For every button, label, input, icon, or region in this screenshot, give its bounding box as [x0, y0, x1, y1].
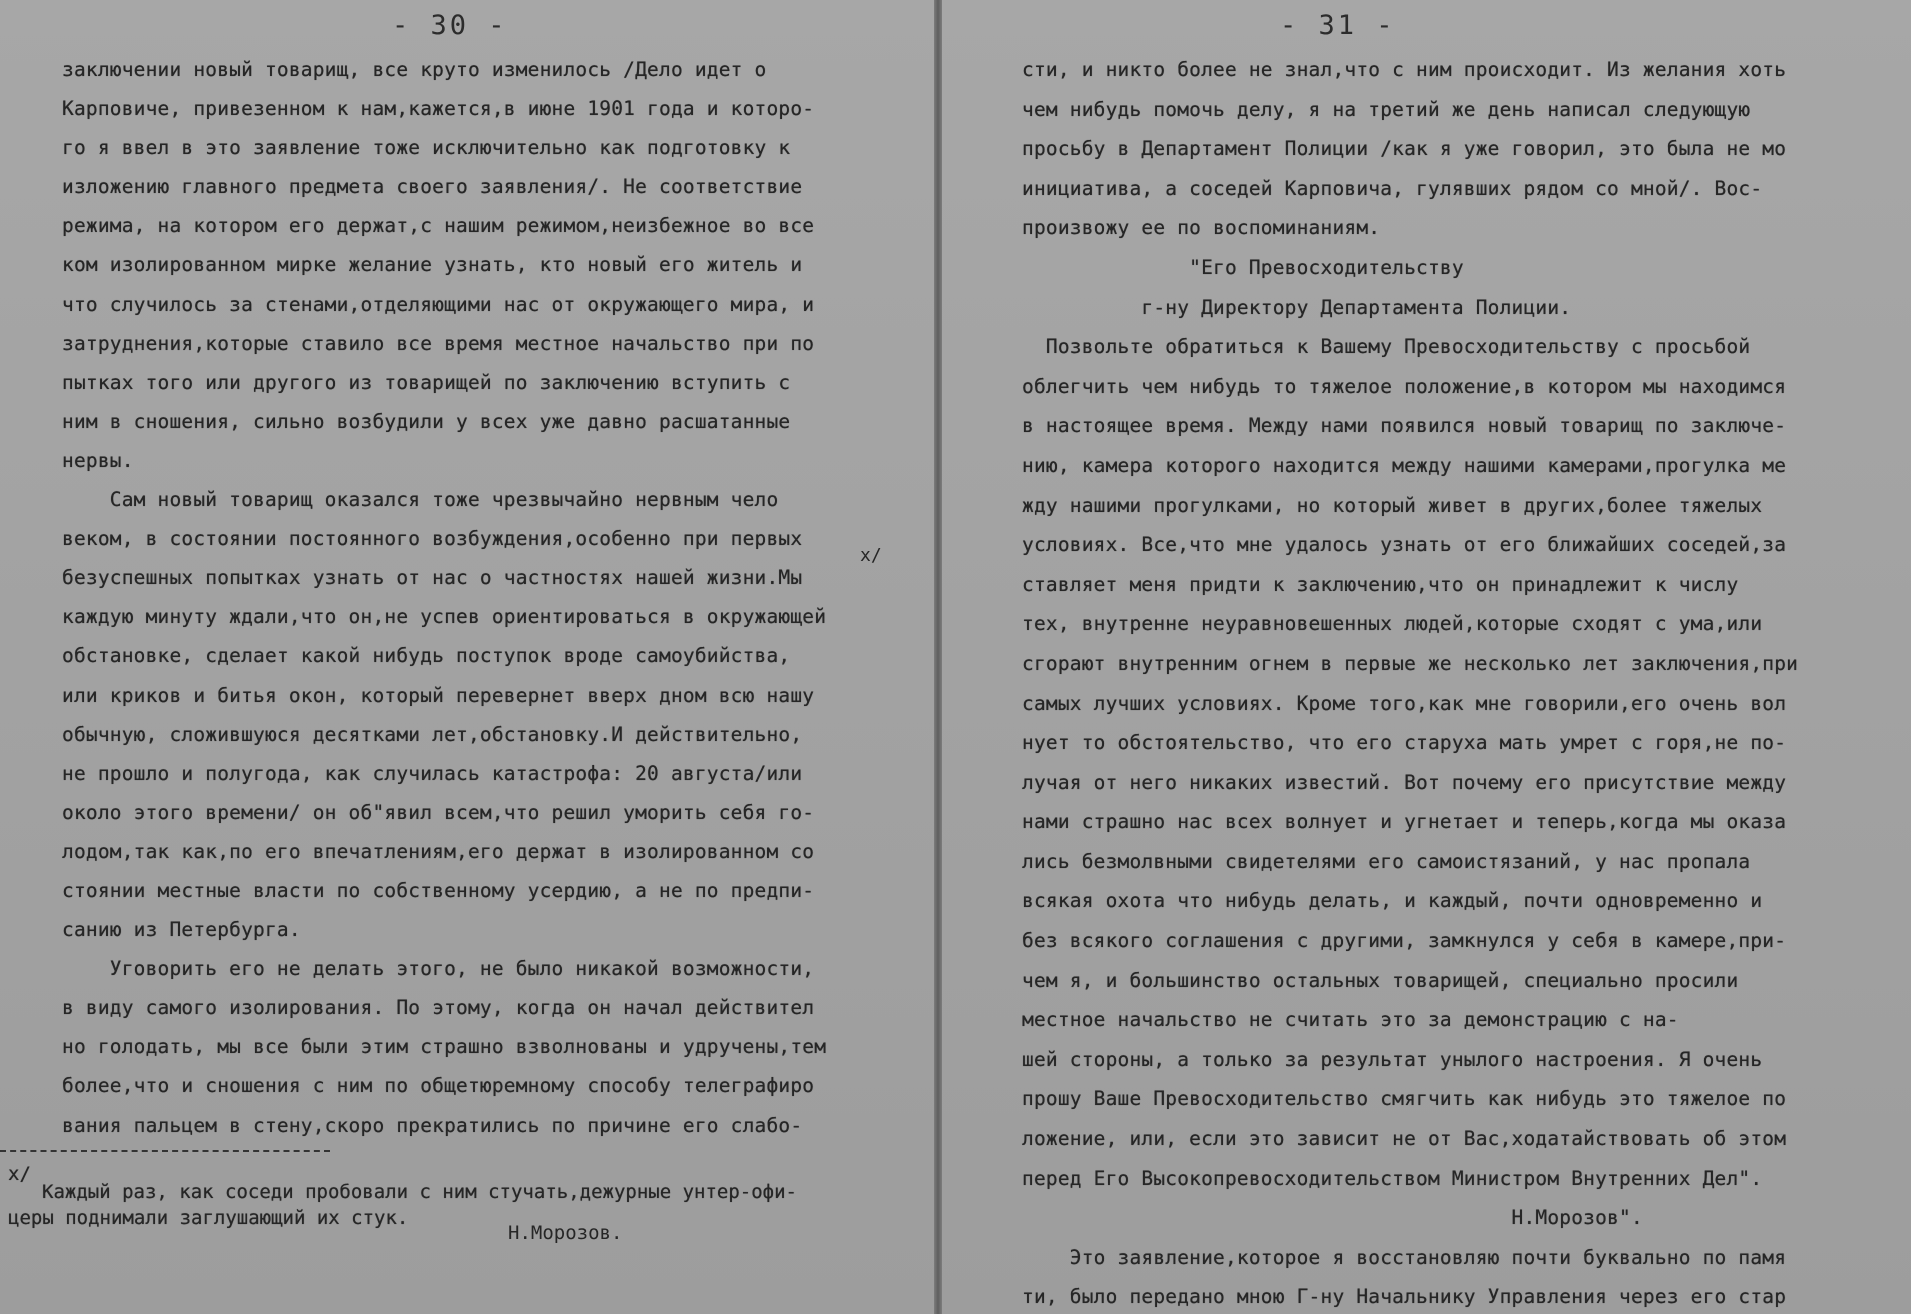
text-line: Сам новый товарищ оказался тоже чрезвычайно нервным чело: [62, 488, 779, 512]
footnote-divider: [0, 1150, 330, 1152]
page-number: - 30 -: [392, 10, 508, 41]
text-line: "Его Превосходительству: [1022, 255, 1464, 279]
body-text: [1022, 50, 1902, 1314]
text-line: условиях. Все,что мне удалось узнать от его ближайших соседей,за: [1022, 533, 1787, 557]
text-line: шей стороны, а только за результат унылого настроения. Я очень: [1022, 1047, 1763, 1071]
text-line: инициатива, а соседей Карповича, гулявших рядом со мной/. Вос-: [1022, 176, 1763, 200]
text-line: веком, в состоянии постоянного возбуждения,особенно при первых: [62, 527, 803, 551]
page-30: [0, 0, 934, 1314]
text-line: обычную, сложившуюся десятками лет,обстановку.И действительно,: [62, 722, 803, 746]
text-line: каждую минуту ждали,что он,не успев ориентироваться в окружающей: [62, 605, 827, 629]
text-line: перед Его Высокопревосходительством Министром Внутренних Дел".: [1022, 1166, 1763, 1190]
text-line: в настоящее время. Между нами появился новый товарищ по заключе-: [1022, 414, 1787, 438]
text-line: около этого времени/ он об"явил всем,что решил уморить себя го-: [62, 800, 815, 824]
footnote: [8, 1160, 908, 1244]
text-line: ком изолированном мирке желание узнать, кто новый его житель и: [62, 253, 803, 277]
text-line: Н.Морозов".: [1022, 1206, 1643, 1230]
text-line: г-ну Директору Департамента Полиции.: [1022, 295, 1572, 319]
text-line: ним в сношения, сильно возбудили у всех уже давно расшатанные: [62, 409, 791, 433]
text-line: санию из Петербурга.: [62, 918, 301, 942]
text-line: изложению главного предмета своего заявления/. Не соответствие: [62, 175, 803, 199]
footnote-mark: x/: [8, 1163, 31, 1185]
text-line: пытках того или другого из товарищей по заключению вступить с: [62, 370, 791, 394]
text-line: нами страшно нас всех волнует и угнетает и теперь,когда мы оказа: [1022, 810, 1787, 834]
text-line: местное начальство не считать это за демонстрацию с на-: [1022, 1008, 1679, 1032]
footnote-marker: x/: [860, 545, 882, 566]
text-line: что случилось за стенами,отделяющими нас от окружающего мира, и: [62, 292, 815, 316]
text-line: Позвольте обратиться к Вашему Превосходительству с просьбой: [1022, 335, 1751, 359]
text-line: сти, и никто более не знал,что с ним происходит. Из желания хоть: [1022, 58, 1787, 81]
text-line: самых лучших условиях. Кроме того,как мне говорили,его очень вол: [1022, 691, 1787, 715]
text-line: Уговорить его не делать этого, не было никакой возможности,: [62, 957, 815, 981]
page-number: - 31 -: [1280, 10, 1396, 41]
text-line: тех, внутренне неуравновешенных людей,которые сходят с ума,или: [1022, 612, 1763, 636]
footnote-line: церы поднимали заглушающий их стук.: [8, 1207, 409, 1229]
text-line: затруднения,которые ставило все время местное начальство при по: [62, 331, 815, 355]
text-line: более,что и сношения с ним по общетюремному способу телеграфиро: [62, 1074, 815, 1098]
text-line: режима, на котором его держат,с нашим режимом,неизбежное во все: [62, 214, 815, 238]
text-line: чем нибудь помочь делу, я на третий же день написал следующую: [1022, 97, 1751, 121]
text-line: без всякого соглашения с другими, замкнулся у себя в камере,при-: [1022, 929, 1787, 953]
text-line: го я ввел в это заявление тоже исключительно как подготовку к: [62, 136, 791, 160]
text-line: лодом,так как,по его впечатлениям,его держат в изолированном со: [62, 839, 815, 863]
text-line: не прошло и полугода, как случилась катастрофа: 20 августа/или: [62, 761, 803, 785]
page-gutter: [934, 0, 942, 1314]
text-line: чем я, и большинство остальных товарищей, специально просили: [1022, 968, 1739, 992]
footnote-line: Каждый раз, как соседи пробовали с ним стучать,дежурные унтер-офи-: [42, 1181, 797, 1203]
text-line: нию, камера которого находится между нашими камерами,прогулка ме: [1022, 453, 1787, 477]
page-31: [942, 0, 1911, 1314]
text-line: ложение, или, если это зависит не от Вас,ходатайствовать об этом: [1022, 1127, 1787, 1151]
text-line: вания пальцем в стену,скоро прекратились по причине его слабо-: [62, 1113, 803, 1137]
text-line: заключении новый товарищ, все круто изменилось /Дело идет о: [62, 58, 767, 81]
text-line: в виду самого изолирования. По этому, когда он начал действител: [62, 996, 815, 1020]
text-line: прошу Ваше Превосходительство смягчить как нибудь это тяжелое по: [1022, 1087, 1787, 1111]
body-text: [62, 50, 922, 1145]
text-line: ставляет меня придти к заключению,что он принадлежит к числу: [1022, 572, 1739, 596]
text-line: лись безмолвными свидетелями его самоистязаний, у нас пропала: [1022, 849, 1751, 873]
text-line: произвожу ее по воспоминаниям.: [1022, 216, 1381, 240]
text-line: стоянии местные власти по собственному усердию, а не по предпи-: [62, 878, 815, 902]
text-line: лучая от него никаких известий. Вот почему его присутствие между: [1022, 770, 1787, 794]
footnote-signature: Н.Морозов.: [508, 1222, 623, 1244]
text-line: сгорают внутренним огнем в первые же несколько лет заключения,при: [1022, 651, 1799, 675]
text-line: но голодать, мы все были этим страшно взволнованы и удручены,тем: [62, 1035, 827, 1059]
text-line: или криков и битья окон, который перевернет вверх дном всю нашу: [62, 683, 815, 707]
text-line: нует то обстоятельство, что его старуха мать умрет с горя,не по-: [1022, 731, 1787, 755]
text-line: Это заявление,которое я восстановляю почти буквально по памя: [1022, 1245, 1787, 1269]
text-line: просьбу в Департамент Полиции /как я уже говорил, это была не мо: [1022, 137, 1787, 161]
text-line: облегчить чем нибудь то тяжелое положение,в котором мы находимся: [1022, 374, 1787, 398]
text-line: ти, было передано мною Г-ну Начальнику Управления через его стар: [1022, 1285, 1787, 1309]
text-line: нервы.: [62, 448, 134, 472]
text-line: безуспешных попытках узнать от нас о частностях нашей жизни.Мы: [62, 566, 803, 590]
text-line: Карповиче, привезенном к нам,кажется,в июне 1901 года и которо-: [62, 97, 815, 121]
text-line: жду нашими прогулками, но который живет в других,более тяжелых: [1022, 493, 1763, 517]
text-line: всякая охота что нибудь делать, и каждый, почти одновременно и: [1022, 889, 1763, 913]
text-line: обстановке, сделает какой нибудь поступок вроде самоубийства,: [62, 644, 791, 668]
